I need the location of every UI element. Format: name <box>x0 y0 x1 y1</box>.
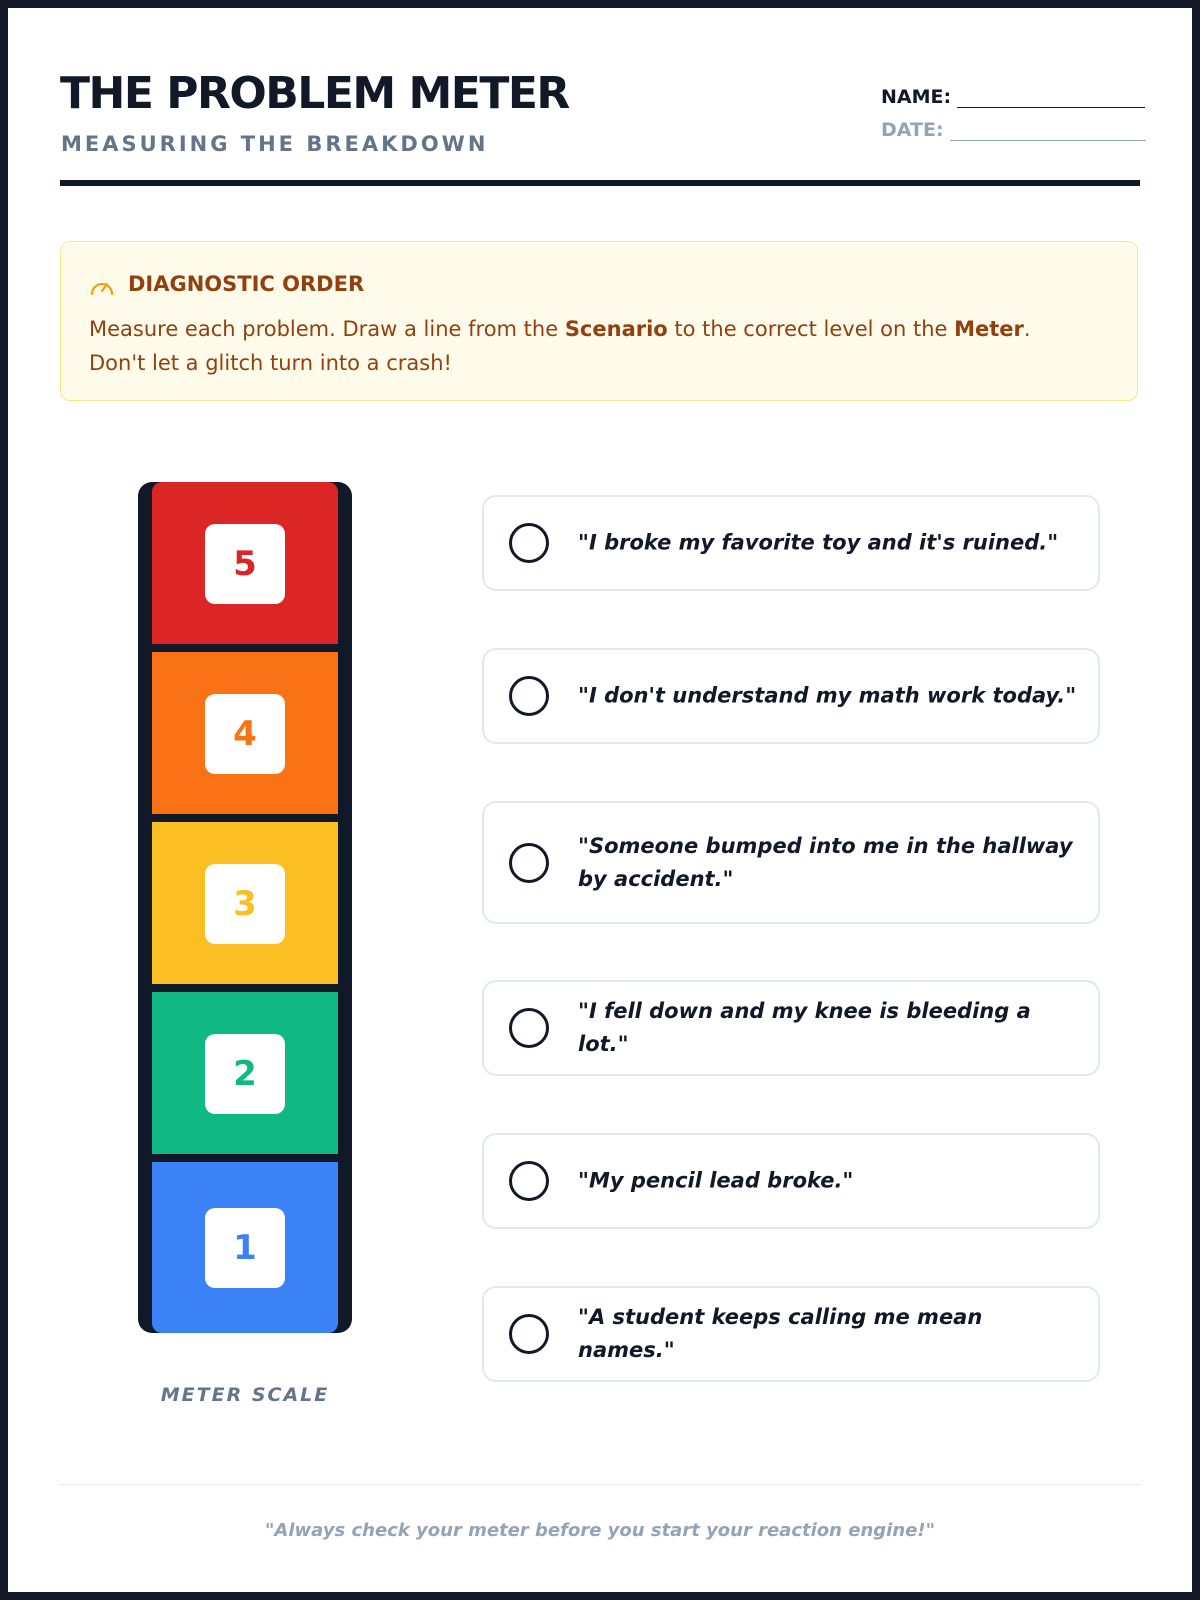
name-blank-line[interactable] <box>957 87 1145 108</box>
instructions-second-line: Don't let a glitch turn into a crash! <box>89 351 452 375</box>
scenario-text: "I don't understand my math work today." <box>578 683 1077 708</box>
instructions-title: DIAGNOSTIC ORDER <box>128 272 365 296</box>
scenario-text: "I broke my favorite toy and it's ruined." <box>578 530 1059 555</box>
instructions-callout <box>60 241 1138 401</box>
footer-divider <box>60 1484 1140 1485</box>
meter-level-5[interactable] <box>152 482 338 644</box>
meter-scale-label: METER SCALE <box>160 1384 330 1406</box>
scenario-card[interactable] <box>482 1286 1100 1382</box>
page-subtitle: MEASURING THE BREAKDOWN <box>61 132 489 156</box>
meter-keyword: Meter <box>954 317 1024 341</box>
scenario-text: "A student keeps calling me mean names." <box>578 1305 983 1362</box>
date-field[interactable] <box>881 119 1146 141</box>
worksheet-page <box>8 8 1192 1592</box>
connect-circle[interactable] <box>509 1008 549 1048</box>
scenario-card[interactable] <box>482 648 1100 744</box>
connect-circle[interactable] <box>509 1314 549 1354</box>
scenario-card[interactable] <box>482 495 1100 591</box>
scenario-text: "Someone bumped into me in the hallway by accident." <box>578 833 1073 891</box>
date-blank-line[interactable] <box>950 120 1146 141</box>
meter-level-number: 5 <box>205 524 285 604</box>
header-divider <box>60 180 1140 186</box>
footer-quote: "Always check your meter before you start your reaction engine!" <box>265 1520 935 1541</box>
connect-circle[interactable] <box>509 523 549 563</box>
date-label: DATE: <box>881 119 944 141</box>
scenario-text: "My pencil lead broke." <box>578 1168 854 1193</box>
scenario-text: "I fell down and my knee is bleeding a lot." <box>578 999 1031 1056</box>
meter-level-4[interactable] <box>152 652 338 814</box>
meter-level-3[interactable] <box>152 822 338 984</box>
name-label: NAME: <box>881 86 952 108</box>
connect-circle[interactable] <box>509 676 549 716</box>
scenario-keyword: Scenario <box>564 317 668 341</box>
meter-level-number: 3 <box>205 864 285 944</box>
connect-circle[interactable] <box>509 843 549 883</box>
scenario-card[interactable] <box>482 1133 1100 1229</box>
instructions-text: Measure each problem. Draw a line from the Scenario to the correct level on the Meter. Don't let a glitch turn into a crash! <box>89 317 1031 375</box>
connect-circle[interactable] <box>509 1161 549 1201</box>
name-field[interactable] <box>881 86 1145 108</box>
problem-meter <box>138 482 352 1333</box>
meter-level-number: 1 <box>205 1208 285 1288</box>
gauge-icon <box>89 276 115 298</box>
meter-level-1[interactable] <box>152 1162 338 1333</box>
meter-level-number: 4 <box>205 694 285 774</box>
page-title: THE PROBLEM METER <box>60 68 569 119</box>
meter-level-2[interactable] <box>152 992 338 1154</box>
meter-level-number: 2 <box>205 1034 285 1114</box>
scenario-card[interactable] <box>482 980 1100 1076</box>
scenario-card[interactable] <box>482 801 1100 924</box>
